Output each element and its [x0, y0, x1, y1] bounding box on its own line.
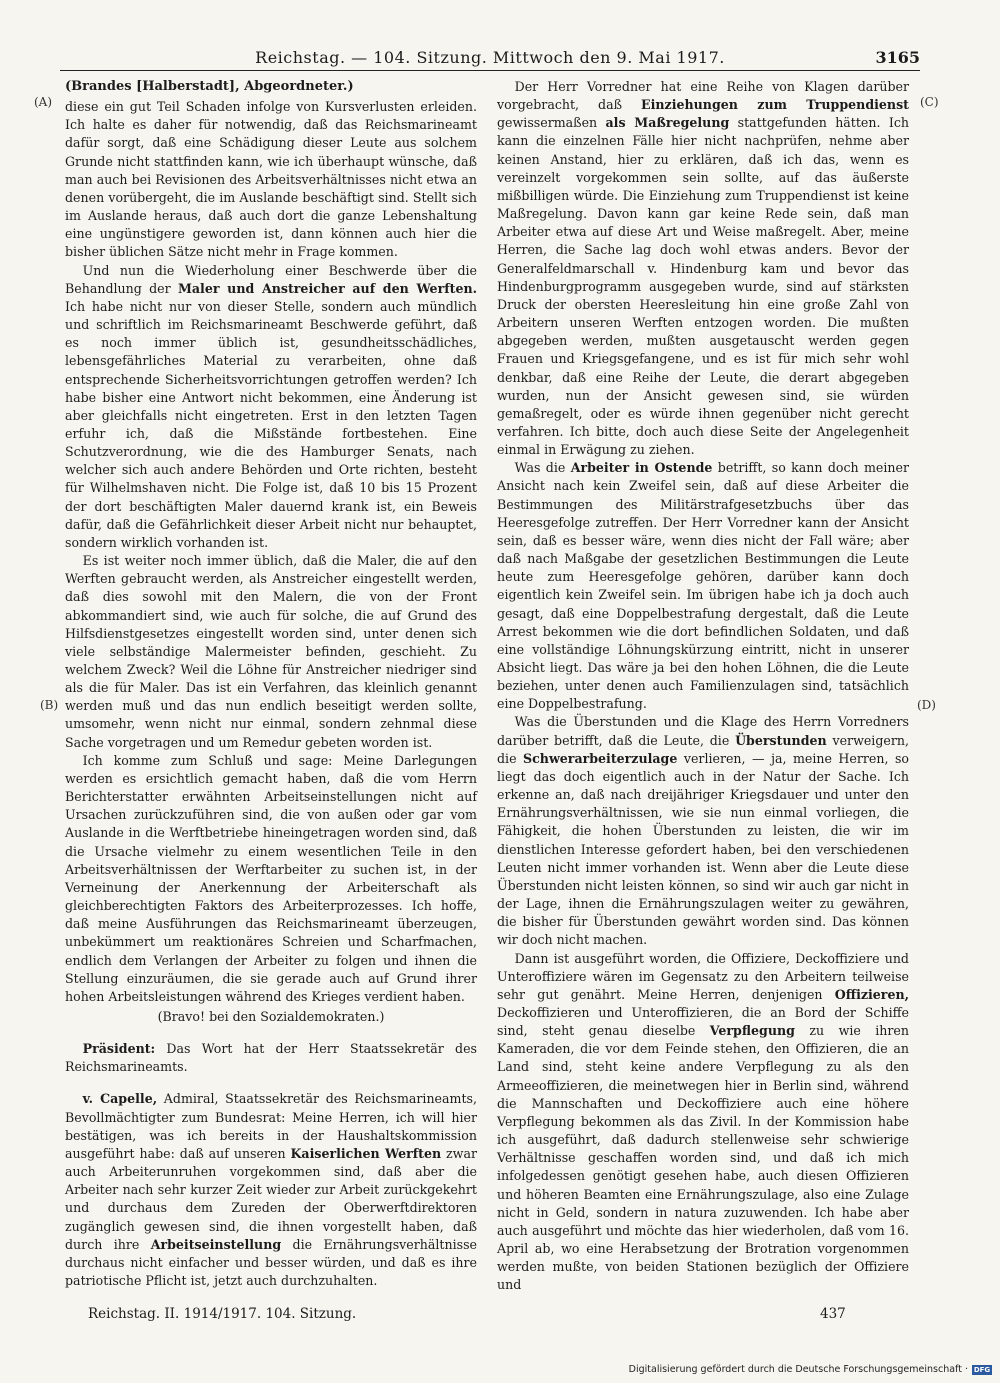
header-title: Reichstag. — 104. Sitzung. Mittwoch den 9. Mai 1917. [255, 48, 725, 67]
right-paragraph-1: Der Herr Vorredner hat eine Reihe von Klagen darüber vorgebracht, daß Einziehungen zum Truppendienst gewissermaßen als Maßregelung stattgefunden hätten. Ich kann die einzelnen Fälle hier nicht nachprüfen, nehme aber keinen Anstand, hier zu erklären, daß ich das, wenn es vereinzelt vorgekommen sein sollte, auf das äußerste mißbilligen würde. Die Einziehung zum Truppendienst ist keine Maßregelung. Davon kann gar keine Rede sein, daß man Arbeiter etwa auf diese Art und Weise maßregelt. Aber, meine Herren, die Sache lag doch wohl etwas anders. Bevor der Generalfeldmarschall v. Hindenburg kam und bevor das Hindenburgprogramm ausgegeben wurde, sind auf stärksten Druck der obersten Heeresleitung hin eine große Zahl von Arbeitern unseren Werften entzogen worden. Die mußten abgegeben werden, mußten ausgetauscht werden gegen Frauen und Kriegsgefangene, und es ist für mich sehr wohl denkbar, daß eine Reihe der Leute, die derart abgegeben wurden, nun der Ansicht gewesen sind, sie würden gemaßregelt, oder es würde ihnen gegenüber nicht gerecht verfahren. Ich bitte, doch auch diese Seite der Angelegenheit einmal in Erwägung zu ziehen. [497, 79, 909, 458]
right-column [497, 78, 909, 1294]
president-label: Präsident: [82, 1041, 156, 1057]
applause-note: (Bravo! bei den Sozialdemokraten.) [157, 1008, 385, 1024]
margin-mark-c: (C) [920, 95, 939, 109]
bold-maler: Maler und Anstreicher auf den Werften. [177, 280, 477, 296]
footer-signature-number: 437 [820, 1306, 846, 1322]
president-paragraph: Präsident: Das Wort hat der Herr Staatssekretär des Reichsmarineamts. [65, 1041, 477, 1075]
right-paragraph-4: Dann ist ausgeführt worden, die Offiziere, Deckoffiziere und Unteroffiziere wären im Gegensatz zu den Arbeitern teilweise sehr gut genährt. Meine Herren, denjenigen Offizieren, Deckoffizieren und Unteroffizieren, die an Bord der Schiffe sind, steht genau dieselbe Verpflegung zu wie ihren Kameraden, die vor dem Feinde stehen, den Offizieren, die an Land sind, steht keine andere Verpflegung zu als den Armeeoffizieren, die meinetwegen hier in Berlin sind, während die Mannschaften und Deckoffiziere auch eine höhere Verpflegung bekommen als das Zivil. In der Kommission habe ich ausgeführt, daß dadurch stellenweise sehr schwierige Verhältnisse geschaffen worden sind, und daß ich mich infolgedessen genötigt gesehen habe, auch diesen Offizieren und höheren Beamten eine Ernährungszulage, also eine Zulage nicht in Geld, sondern in natura zuzuwenden. Ich habe aber auch ausgeführt und möchte das hier wiederholen, daß vom 16. April ab, wo eine Herabsetzung der Brotration vorgenommen werden mußte, von beiden Stationen bezüglich der Offiziere und [497, 950, 909, 1293]
left-paragraph-1: diese ein gut Teil Schaden infolge von Kursverlusten erleiden. Ich halte es daher für notwendig, daß das Reichsmarineamt dafür sorgt, daß eine Schädigung dieser Leute aus solchem Grunde nicht stattfinden kann, wie ich überhaupt wünsche, daß man auch bei Revisionen des Arbeitsverhältnisses nicht etwa an denen vorübergeht, die im Auslande beschäftigt sind. Stellt sich im Auslande heraus, daß auch dort die ganze Lebenshaltung eine ungünstigere geworden ist, dann können auch hier die bisher üblichen Sätze nicht mehr in Frage kommen. [65, 99, 477, 260]
dfg-credit-text: Digitalisierung gefördert durch die Deutsche Forschungsgemeinschaft · [628, 1364, 968, 1375]
page-header [60, 44, 920, 71]
capelle-paragraph: v. Capelle, Admiral, Staatssekretär des Reichsmarineamts, Bevollmächtigter zum Bundesrat: Meine Herren, ich will hier bestätigen, was ich bereits in der Haushaltskommission ausgeführt habe: daß auf unseren Kaiserlichen Werften zwar auch Arbeiterunruhen vorgekommen sind, daß aber die Arbeiter nach sehr kurzer Zeit wieder zur Arbeit zurückgekehrt und durchaus dem Zureden der Oberwerftdirektoren zugänglich gewesen sind, die ihnen vorgestellt haben, daß durch ihre Arbeitseinstellung die Ernährungsverhältnisse durchaus nicht einfacher und besser würden, und daß es ihre patriotische Pflicht ist, jetzt auch durchzuhalten. [65, 1091, 477, 1288]
dfg-credit [629, 1364, 992, 1375]
right-paragraph-2: Was die Arbeiter in Ostende betrifft, so kann doch meiner Ansicht nach kein Zweifel sein, daß auf diese Arbeiter die Bestimmungen des Militärstrafgesetzbuchs über das Heeresgefolge zutreffen. Der Herr Vorredner kann der Ansicht sein, daß es besser wäre, wenn dies nicht der Fall wäre; aber daß nach Maßgabe der gesetzlichen Bestimmungen die Leute heute zum Heeresgefolge gehören, darüber kann doch eigentlich kein Zweifel sein. Im übrigen habe ich ja doch auch gesagt, daß eine Doppelbestrafung dergestalt, daß die Leute Arrest bekommen wie die dort befindlichen Soldaten, und daß eine vollständige Löhnungskürzung eintritt, nicht in unserer Absicht liegt. Das wäre ja bei den hohen Löhnen, die die Leute beziehen, unter denen auch Familienzulagen sind, tatsächlich eine Doppelbestrafung. [497, 460, 909, 712]
margin-mark-a: (A) [34, 95, 53, 109]
dfg-logo-icon: DFG [973, 1365, 991, 1374]
left-column [65, 78, 477, 1290]
margin-mark-d: (D) [917, 698, 936, 712]
left-paragraph-4: Ich komme zum Schluß und sage: Meine Darlegungen werden es ersichtlich gemacht haben, daß die vom Herrn Berichterstatter erwähnten Arbeitseinstellungen nicht auf Ursachen zurückzuführen sind, die von außen oder gar vom Auslande in die Werftbetriebe hineingetragen worden sind, daß die Ursache vielmehr zu einem wesentlichen Teile in den Arbeitsverhältnissen der Werftarbeiter zu suchen ist, in der Verneinung der Anerkennung der Arbeiterschaft als gleichberechtigten Faktors des Arbeiterprozesses. Ich hoffe, daß meine Ausführungen das Reichsmarineamt überzeugen, unbekümmert um reaktionäres Schreien und Scharfmachen, endlich dem Verlangen der Arbeiter zu folgen und ihnen die Stellung einzuräumen, die sie gerade auch auf Grund ihrer hohen Arbeitsleistungen während des Krieges verdient haben. [65, 752, 477, 1004]
right-paragraph-3: Was die Überstunden und die Klage des Herrn Vorredners darüber betrifft, daß die Leute, die Überstunden verweigern, die Schwerarbeiterzulage verlieren, — ja, meine Herren, so liegt das doch eigentlich auch in der Natur der Sache. Ich erkenne an, daß nach dreijähriger Kriegsdauer und unter den Ernährungsverhältnissen, wie sie nun einmal vorliegen, die Fähigkeit, die hohen Überstunden zu leisten, die wir im dienstlichen Interesse gefordert haben, bei den verschiedenen Leuten nicht immer vorhanden ist. Wenn aber die Leute diese Überstunden nicht leisten können, so sind wir auch gar nicht in der Lage, ihnen die Ernährungszulagen weiter zu gewähren, die bisher für Überstunden gewährt worden sind. Das können wir doch nicht machen. [497, 714, 910, 948]
page-number: 3165 [875, 48, 920, 67]
running-head: (Brandes [Halberstadt], Abgeordneter.) [65, 79, 354, 94]
left-paragraph-2: Und nun die Wiederholung einer Beschwerde über die Behandlung der Maler und Anstreicher auf den Werften. Ich habe nicht nur von dieser Stelle, sondern auch mündlich und schriftlich im Reichsmarineamt Beschwerde geführt, daß es noch immer üblich ist, gesundheitsschädliches, lebensgefährliches Material zu verarbeiten, ohne daß entsprechende Sicherheitsvorrichtungen getroffen werden? Ich habe bisher eine Antwort nicht bekommen, eine Änderung ist aber gleichfalls nicht eingetreten. Erst in den letzten Tagen erfuhr ich, daß die Mißstände fortbestehen. Eine Schutzverordnung, wie die des Hamburger Senats, nach welcher sich auch andere Behörden und Orte richten, besteht für Wilhelmshaven nicht. Die Folge ist, daß 10 bis 15 Prozent der dort beschäftigten Maler dauernd krank ist, ein Beweis dafür, daß die Gefährlichkeit dieser Arbeit nicht nur behauptet, sondern wirklich vorhanden ist. [65, 262, 477, 550]
speaker-label: v. Capelle, [82, 1091, 158, 1107]
left-paragraph-3: Es ist weiter noch immer üblich, daß die Maler, die auf den Werften gebraucht werden, als Anstreicher eingestellt werden, daß dies sowohl mit den Malern, die von der Front abkommandiert sind, wie auch für solche, die auf Grund des Hilfsdienstgesetzes eingestellt worden sind, unter denen sich viele selbständige Malermeister befinden, geschieht. Zu welchem Zweck? Weil die Löhne für Anstreicher niedriger sind als die für Maler. Das ist ein Verfahren, das kleinlich genannt werden muß und das nun endlich beseitigt werden sollte, umsomehr, wenn nicht nur einmal, sondern zehnmal diese Sache vorgetragen und um Remedur gebeten worden ist. [65, 553, 477, 750]
margin-mark-b: (B) [40, 698, 59, 712]
footer-left: Reichstag. II. 1914/1917. 104. Sitzung. [88, 1306, 357, 1322]
